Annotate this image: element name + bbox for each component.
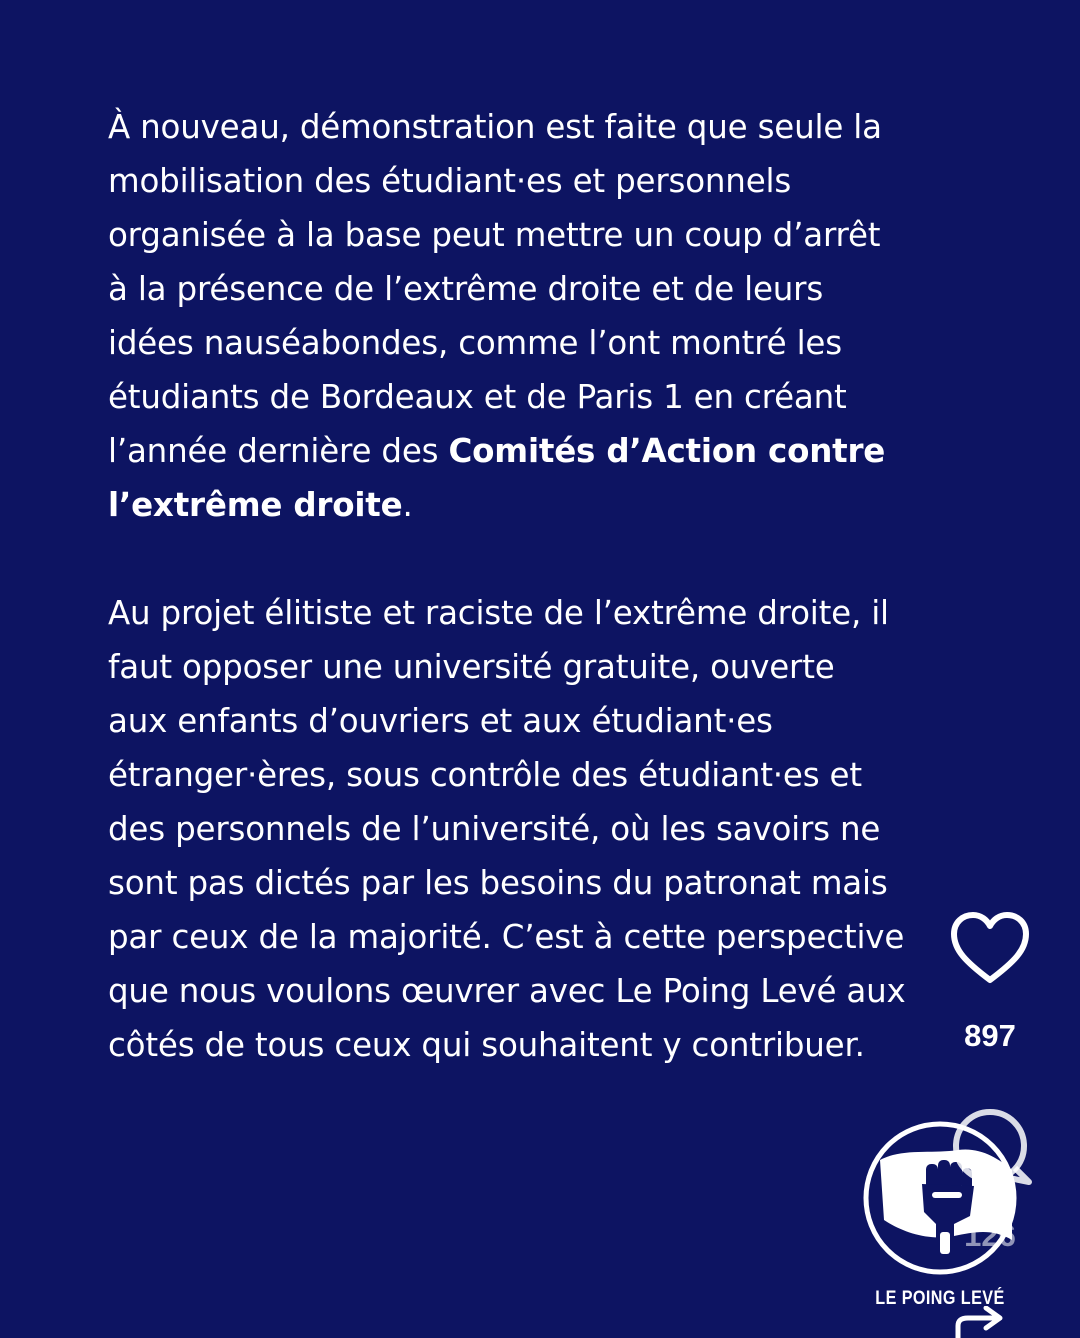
text-line: faut opposer une université gratuite, ouverte	[108, 648, 835, 686]
text-line: des personnels de l’université, où les savoirs ne	[108, 810, 881, 848]
text-line: côtés de tous ceux qui souhaitent y contribuer.	[108, 1026, 865, 1064]
text-line: mobilisation des étudiant·es et personnels	[108, 162, 792, 200]
heart-icon	[948, 910, 1032, 986]
text-line: à la présence de l’extrême droite et de leurs	[108, 270, 824, 308]
text-segment: .	[402, 486, 413, 524]
text-line: idées nauséabondes, comme l’ont montré les	[108, 324, 842, 362]
like-button[interactable]	[948, 910, 1032, 986]
text-line: que nous voulons œuvrer avec Le Poing Levé aux	[108, 972, 906, 1010]
comment-button[interactable]	[945, 1106, 1035, 1190]
text-line: aux enfants d’ouvriers et aux étudiant·es	[108, 702, 773, 740]
share-button[interactable]	[952, 1306, 1012, 1338]
post-paragraph-2	[108, 586, 988, 1072]
text-line: À nouveau, démonstration est faite que seule la	[108, 108, 882, 146]
text-line: Au projet élitiste et raciste de l’extrême droite, il	[108, 594, 889, 632]
post-paragraph-1	[108, 100, 988, 532]
comment-count: 126	[964, 1218, 1016, 1253]
text-line: organisée à la base peut mettre un coup d’arrêt	[108, 216, 881, 254]
bold-highlight: Comités d’Action contre	[448, 432, 886, 470]
text-line	[108, 424, 988, 478]
brand-wordmark: LE POING LEVÉ	[875, 1288, 1005, 1309]
text-line: étranger·ères, sous contrôle des étudiant·es et	[108, 756, 862, 794]
text-segment: l’année dernière des	[108, 432, 449, 470]
like-count: 897	[964, 1018, 1016, 1053]
text-line: sont pas dictés par les besoins du patronat mais	[108, 864, 888, 902]
text-line: par ceux de la majorité. C’est à cette perspective	[108, 918, 905, 956]
text-line: étudiants de Bordeaux et de Paris 1 en créant	[108, 378, 847, 416]
comment-bubble-icon	[945, 1106, 1035, 1190]
share-arrow-icon	[952, 1306, 1012, 1338]
text-line	[108, 478, 988, 532]
bold-highlight: l’extrême droite	[108, 486, 403, 524]
